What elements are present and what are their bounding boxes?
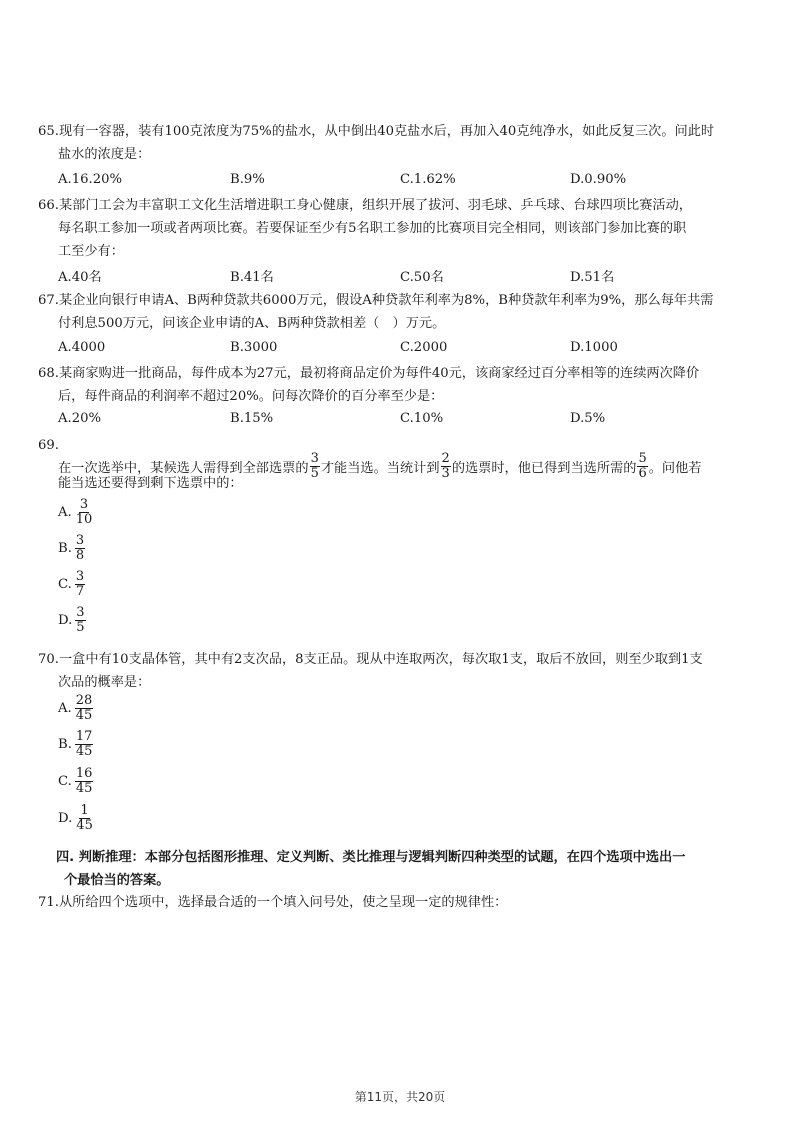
option-c[interactable]: C.1.62% xyxy=(400,172,456,187)
page-number: 第11页，共20页 xyxy=(354,1090,446,1104)
question-71-line1: 71.从所给四个选项中，选择最合适的一个填入问号处，使之呈现一定的规律性： xyxy=(38,895,508,910)
question-69-number: 69. xyxy=(38,438,59,453)
fraction: $\frac{3}{10}$ xyxy=(75,497,93,527)
option-a[interactable]: A. $\frac{3}{10}$ xyxy=(58,497,93,527)
fraction: $\frac{3}{5}$ xyxy=(310,451,319,481)
question-66-line3: 工至少有： xyxy=(58,244,124,259)
question-66-line2: 每名职工参加一项或者两项比赛。若要保证至少有5名职工参加的比赛项目完全相同，则该部门参加比赛的职 xyxy=(58,221,687,236)
question-65-line2: 盐水的浓度是： xyxy=(58,147,151,162)
option-b[interactable]: B.41名 xyxy=(230,270,274,285)
option-a[interactable]: A.40名 xyxy=(58,270,102,285)
question-66-options xyxy=(58,266,758,286)
option-d[interactable]: D.0.90% xyxy=(570,172,627,187)
question-65-line1: 65.现有一容器，装有100克浓度为75%的盐水，从中倒出40克盐水后，再加入40克纯净水，如此反复三次。问此时 xyxy=(38,124,715,139)
question-69-line2: 能当选还要得到剩下选票中的： xyxy=(58,476,243,491)
fraction: $\frac{28}{45}$ xyxy=(75,693,93,723)
question-68 xyxy=(38,362,770,408)
option-a[interactable]: A.20% xyxy=(58,411,102,426)
option-c[interactable]: C.10% xyxy=(400,411,444,426)
question-69-line2-row xyxy=(58,472,758,495)
option-c[interactable]: C. $\frac{16}{45}$ xyxy=(58,766,93,796)
fraction: $\frac{17}{45}$ xyxy=(75,729,93,759)
option-d[interactable]: D. $\frac{1}{45}$ xyxy=(58,803,93,833)
question-67-options xyxy=(58,340,758,360)
option-d[interactable]: D. $\frac{3}{5}$ xyxy=(58,605,85,635)
option-d[interactable]: D.5% xyxy=(570,411,606,426)
question-65-options xyxy=(58,172,758,192)
option-b[interactable]: B.9% xyxy=(230,172,265,187)
question-67 xyxy=(38,289,770,335)
fraction: $\frac{16}{45}$ xyxy=(75,766,93,796)
fraction: $\frac{2}{3}$ xyxy=(441,451,450,481)
question-68-options xyxy=(58,411,758,431)
option-b[interactable]: B.3000 xyxy=(230,340,278,355)
question-70 xyxy=(38,648,770,694)
option-b[interactable]: B.15% xyxy=(230,411,274,426)
question-70-line1: 70.一盒中有10支晶体管，其中有2支次品，8支正品。现从中连取两次，每次取1支，取后不放回，则至少取到1支 xyxy=(38,652,703,667)
fraction: $\frac{5}{6}$ xyxy=(638,451,647,481)
question-71 xyxy=(38,891,770,914)
option-a[interactable]: A.16.20% xyxy=(58,172,122,187)
question-69-seg3: 的选票时，他已得到当选所需的 xyxy=(451,461,637,476)
question-69-seg2: 才能当选。当统计到 xyxy=(320,461,440,476)
question-67-line1: 67.某企业向银行申请A、B两种贷款共6000万元，假设A种贷款年利率为8%，B种贷款年利率为9%，那么每年共需 xyxy=(38,293,714,308)
question-66-line1: 66.某部门工会为丰富职工文化生活增进职工身心健康，组织开展了拔河、羽毛球、乒乓球、台球四项比赛活动， xyxy=(38,198,692,213)
fraction: $\frac{3}{8}$ xyxy=(75,533,85,563)
question-68-line1: 68.某商家购进一批商品，每件成本为27元，最初将商品定价为每件40元，该商家经过百分率相等的连续两次降价 xyxy=(38,366,700,381)
question-66 xyxy=(38,194,770,263)
question-69-seg1: 在一次选举中，某候选人需得到全部选票的 xyxy=(58,461,309,476)
option-a[interactable]: A. $\frac{28}{45}$ xyxy=(58,693,93,723)
fraction: $\frac{3}{5}$ xyxy=(76,605,85,635)
question-70-line2: 次品的概率是： xyxy=(58,675,151,690)
option-a[interactable]: A.4000 xyxy=(58,340,106,355)
section-heading xyxy=(56,846,770,892)
question-67-line2: 付利息500万元，问该企业申请的A、B两种贷款相差（ ）万元。 xyxy=(58,316,446,331)
question-69-seg4: 。问他若 xyxy=(648,461,702,476)
option-c[interactable]: C.2000 xyxy=(400,340,448,355)
option-b[interactable]: B. $\frac{3}{8}$ xyxy=(58,533,85,563)
section-heading-line2: 个最恰当的答案。 xyxy=(64,873,170,888)
option-b[interactable]: B. $\frac{17}{45}$ xyxy=(58,729,93,759)
question-65 xyxy=(38,120,770,166)
question-68-line2: 后，每件商品的利润率不超过20%。问每次降价的百分率至少是： xyxy=(58,389,444,404)
option-d[interactable]: D.1000 xyxy=(570,340,618,355)
fraction: $\frac{3}{7}$ xyxy=(75,569,85,599)
fraction: $\frac{1}{45}$ xyxy=(76,803,93,833)
section-heading-line1: 四. 判断推理：本部分包括图形推理、定义判断、类比推理与逻辑判断四种类型的试题，在四个选项中选出一 xyxy=(56,850,686,865)
option-d[interactable]: D.51名 xyxy=(570,270,615,285)
option-c[interactable]: C.50名 xyxy=(400,270,444,285)
option-c[interactable]: C. $\frac{3}{7}$ xyxy=(58,569,85,599)
